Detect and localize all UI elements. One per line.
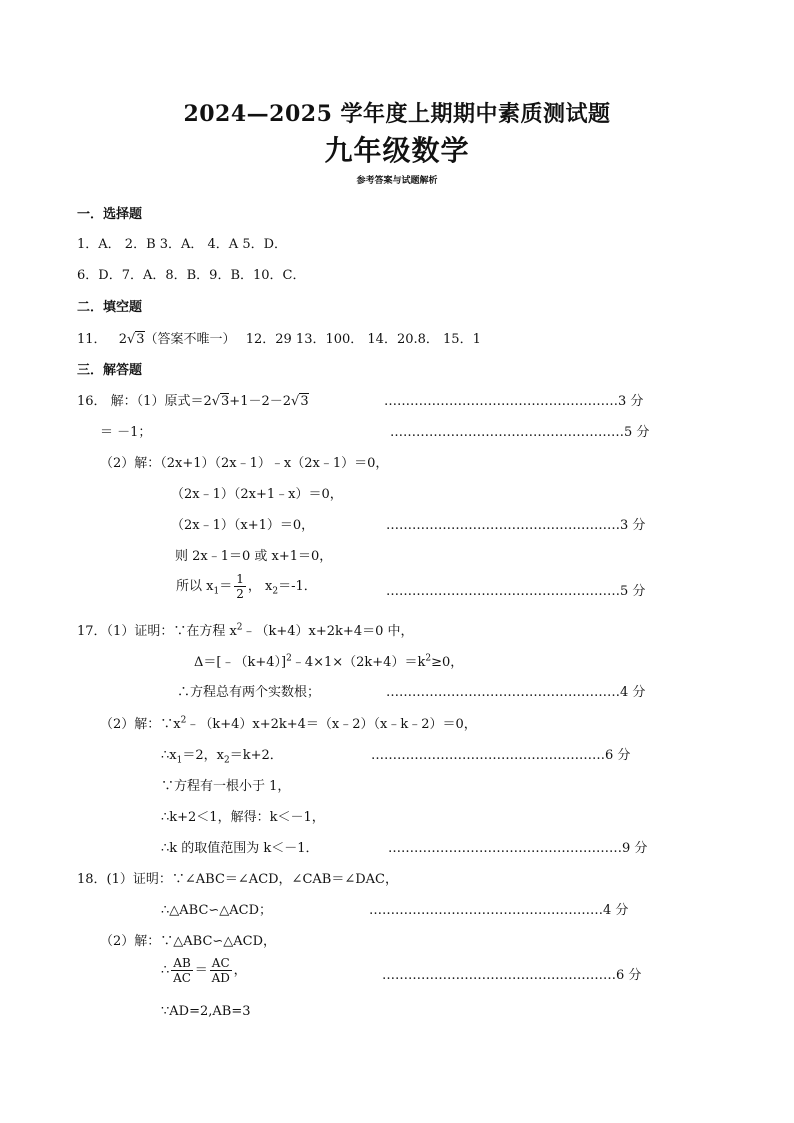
q17-l2-end: ≥0， xyxy=(431,655,464,670)
q18-l4-end: ， xyxy=(233,963,247,978)
q16-line-4: （2x﹣1）（2x+1﹣x）＝0， xyxy=(171,487,343,502)
q18-line-2: ∴△ABC∽△ACD； xyxy=(161,903,273,918)
q11-coefficient: 2 xyxy=(118,332,127,347)
q11-number: 11． xyxy=(77,332,107,347)
q16-line-6: 则 2x﹣1＝0 或 x+1＝0， xyxy=(175,549,333,564)
q17-line-5 xyxy=(161,744,283,766)
fraction-denominator: 2 xyxy=(236,587,244,601)
q18-score-6: ………………………………………………6 分 xyxy=(382,968,642,983)
q16-radicand-1: 3 xyxy=(221,394,230,409)
q18-line-1: 18．(1）证明：∵∠ABC＝∠ACD，∠CAB＝∠DAC， xyxy=(77,872,398,887)
q17-line-4 xyxy=(100,713,477,732)
q17-l5-s2: 2 xyxy=(223,755,230,766)
fraction-ab-over-ac xyxy=(171,956,192,985)
q17-line-2 xyxy=(194,651,463,670)
title-line-1: 2024—2025 学年度上期期中素质测试题 xyxy=(183,101,611,127)
q11-note: （答案不唯一） xyxy=(144,332,236,347)
q17-l5-b: ＝2，x xyxy=(182,748,224,763)
q18-l4-eq: ＝ xyxy=(194,963,208,978)
q17-line-6: ∵方程有一根小于 1， xyxy=(161,779,291,794)
q16-l7-eq: ＝ xyxy=(219,579,233,594)
q16-line-2: ＝ －1； xyxy=(100,425,152,440)
fraction-ac-over-ad xyxy=(210,956,232,985)
q17-l4-post: ﹣（k+4）x+2k+4＝（x﹣2）（x﹣k﹣2）＝0， xyxy=(186,717,477,732)
q16-l7-sub1: 1 xyxy=(213,586,220,597)
q16-line-1-start: 16． 解：（1）原式＝2 xyxy=(77,394,212,409)
q16-line-1-mid: +1－2－2 xyxy=(229,394,292,409)
q18-score-4: ………………………………………………4 分 xyxy=(369,903,629,918)
q16-radicand-2: 3 xyxy=(300,394,309,409)
q17-l4-pre: （2）解：∵x xyxy=(100,717,181,732)
fill-answers-row: 11． 2√3（答案不唯一） 12．29 13．100． 14．20.8． 15．1 xyxy=(77,332,481,347)
q17-line-7: ∴k+2＜1，解得：k＜－1， xyxy=(161,810,325,825)
q11-radicand: 3 xyxy=(136,332,145,347)
q17-l1-post: ﹣（k+4）x+2k+4＝0 中， xyxy=(242,624,414,639)
subtitle: 参考答案与试题解析 xyxy=(356,176,438,186)
fill-answers-rest: 12．29 13．100． 14．20.8． 15．1 xyxy=(245,332,481,347)
q17-l2-mid: ﹣4×1×（2k+4）＝k xyxy=(291,655,426,670)
q17-l2-sup2: 2 xyxy=(425,653,432,664)
q16-l7-end: ＝-1． xyxy=(278,579,317,594)
q16-score-5a: ………………………………………………5 分 xyxy=(390,425,650,440)
choice-answers-row-1: 1．A． 2．B 3．A． 4．A 5．D． xyxy=(77,237,288,252)
fraction-numerator: AB xyxy=(173,956,191,970)
q16-score-3b: ………………………………………………3 分 xyxy=(386,518,646,533)
q17-l1-pre: 17．（1）证明：∵在方程 x xyxy=(77,624,237,639)
q16-l7-pre: 所以 x xyxy=(176,579,214,594)
q17-l2-pre: Δ＝[﹣（k+4）] xyxy=(194,655,287,670)
q16-score-5b: ………………………………………………5 分 xyxy=(386,584,646,599)
q16-l7-sub2: 2 xyxy=(272,586,279,597)
q18-line-4 xyxy=(161,956,247,985)
q18-l4-pre: ∴ xyxy=(161,963,170,978)
q17-l2-sup: 2 xyxy=(286,653,292,664)
fraction-numerator: 1 xyxy=(236,572,244,586)
fraction-denominator: AC xyxy=(173,971,191,985)
section-choice-heading: 一．选择题 xyxy=(77,207,143,222)
q17-l4-sup: 2 xyxy=(180,715,187,726)
fraction-numerator: AC xyxy=(211,956,230,970)
choice-answers-row-2: 6．D．7．A．8．B．9．B．10．C． xyxy=(77,268,306,283)
q17-score-6: ………………………………………………6 分 xyxy=(371,748,631,763)
fraction-denominator: AD xyxy=(211,971,230,985)
fraction-one-half xyxy=(234,572,246,601)
q17-l5-a: ∴x xyxy=(161,748,177,763)
q16-l7-mid: ， x xyxy=(247,579,273,594)
q16-line-7 xyxy=(176,572,317,601)
q17-line-8: ∴k 的取值范围为 k＜－1． xyxy=(161,841,319,856)
q17-line-1 xyxy=(77,620,414,639)
q18-line-3: （2）解：∵△ABC∽△ACD， xyxy=(100,934,277,949)
q16-line-1: 16． 解：（1）原式＝2√3+1－2－2√3 xyxy=(77,394,309,409)
section-fill-heading: 二．填空题 xyxy=(77,300,143,315)
q16-score-3: ………………………………………………3 分 xyxy=(384,394,644,409)
q17-l5-c: ＝k+2． xyxy=(229,748,283,763)
q18-line-5: ∵AD=2,AB=3 xyxy=(161,1004,251,1019)
q17-line-3: ∴方程总有两个实数根； xyxy=(177,685,321,700)
title-line-2: 九年级数学 xyxy=(324,134,470,167)
section-solution-heading: 三．解答题 xyxy=(77,363,143,378)
q17-l5-s1: 1 xyxy=(176,755,183,766)
q17-score-4: ………………………………………………4 分 xyxy=(386,685,646,700)
q16-line-5: （2x﹣1）（x+1）＝0， xyxy=(171,518,315,533)
q16-line-3: （2）解：（2x+1）（2x﹣1）﹣x（2x﹣1）＝0， xyxy=(100,456,389,471)
q17-l1-sup: 2 xyxy=(236,622,243,633)
q17-score-9: ………………………………………………9 分 xyxy=(388,841,648,856)
